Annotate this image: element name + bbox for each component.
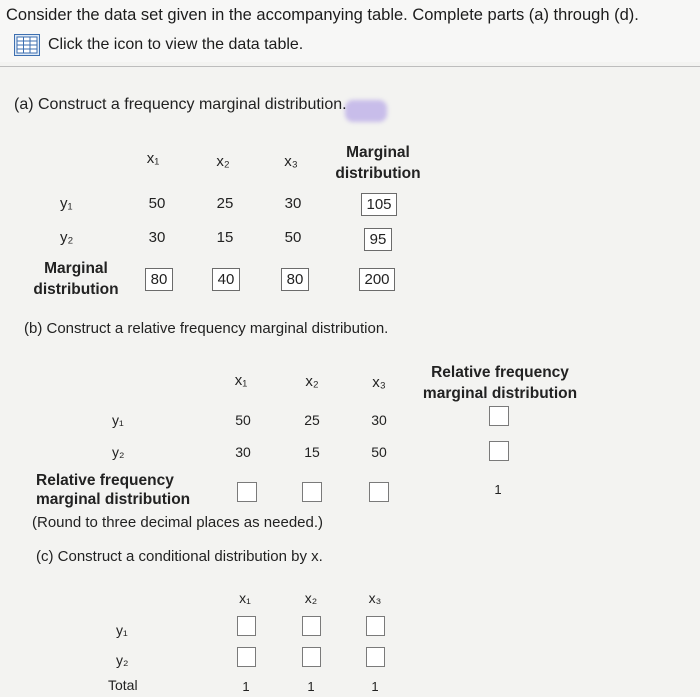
answer-cond-y1-x1[interactable]	[237, 616, 256, 636]
c-col-header-x1: x₁	[239, 590, 251, 606]
answer-rel-marginal-y1[interactable]	[489, 406, 509, 426]
answer-cond-y2-x1[interactable]	[237, 647, 256, 667]
divider	[0, 66, 700, 67]
marginal-header-line2: distribution	[335, 165, 421, 182]
c-row-label-y1: y₁	[116, 622, 128, 638]
c-total-x1: 1	[242, 679, 250, 694]
answer-cond-y1-x2[interactable]	[302, 616, 321, 636]
answer-cond-y2-x3[interactable]	[366, 647, 385, 667]
b-col-header-x3: x₃	[372, 374, 386, 391]
answer-rel-marginal-y2[interactable]	[489, 441, 509, 461]
answer-marginal-x2[interactable]: 40	[212, 268, 240, 291]
b-cell-y2-x1: 30	[235, 444, 251, 460]
marginal-header	[326, 142, 430, 184]
relative-marginal-header-line2: marginal distribution	[422, 385, 578, 402]
answer-rel-marginal-x3[interactable]	[369, 482, 389, 502]
b-col-header-x1: x₁	[234, 372, 248, 389]
col-header-x3: x₃	[284, 153, 298, 170]
marginal-row-label-line2: distribution	[33, 281, 119, 298]
answer-grand-total[interactable]: 200	[359, 268, 395, 291]
marginal-row-label-line1: Marginal	[44, 260, 108, 277]
cell-y2-x3: 50	[284, 229, 302, 246]
b-row-label-y1: y₁	[112, 412, 124, 428]
row-label-y2: y₂	[60, 229, 74, 246]
data-table-link[interactable]	[14, 34, 303, 56]
marginal-row-label	[26, 258, 126, 300]
cell-y2-x1: 30	[148, 229, 166, 246]
cell-y1-x2: 25	[216, 195, 234, 212]
answer-marginal-y2[interactable]: 95	[364, 228, 392, 251]
answer-cond-y1-x3[interactable]	[366, 616, 385, 636]
question-text: Consider the data set given in the accompanying table. Complete parts (a) through (d).	[6, 6, 639, 24]
b-cell-y1-x3: 30	[371, 412, 387, 428]
b-cell-y2-x2: 15	[304, 444, 320, 460]
data-link-label[interactable]: Click the icon to view the data table.	[48, 36, 304, 53]
relative-marginal-header-line1: Relative frequency	[431, 364, 569, 381]
answer-rel-marginal-x1[interactable]	[237, 482, 257, 502]
part-a-title: (a) Construct a frequency marginal distribution.	[14, 96, 347, 113]
c-col-header-x2: x₂	[304, 590, 318, 606]
part-c-title: (c) Construct a conditional distribution by x.	[36, 548, 323, 565]
b-col-header-x2: x₂	[305, 373, 319, 390]
answer-rel-marginal-x2[interactable]	[302, 482, 322, 502]
col-header-x1: x₁	[146, 150, 160, 167]
rounding-note: (Round to three decimal places as needed.)	[32, 514, 324, 531]
cell-y1-x3: 30	[284, 195, 302, 212]
c-col-header-x3: x₃	[368, 590, 382, 606]
answer-marginal-y1[interactable]: 105	[361, 193, 397, 216]
table-grid-icon[interactable]	[14, 34, 40, 56]
c-row-label-total: Total	[108, 677, 138, 693]
rel-marginal-row-label	[36, 471, 212, 509]
c-total-x2: 1	[307, 679, 315, 694]
cell-y1-x1: 50	[148, 195, 166, 212]
rel-total: 1	[494, 482, 502, 497]
answer-cond-y2-x2[interactable]	[302, 647, 321, 667]
col-header-x2: x₂	[216, 153, 230, 170]
rel-marginal-row-label-line2: marginal distribution	[36, 491, 191, 508]
b-cell-y1-x2: 25	[304, 412, 320, 428]
rel-marginal-row-label-line1: Relative frequency	[36, 472, 174, 489]
answer-marginal-x3[interactable]: 80	[281, 268, 309, 291]
relative-marginal-header	[412, 362, 588, 404]
row-label-y1: y₁	[60, 195, 73, 212]
answer-marginal-x1[interactable]: 80	[145, 268, 173, 291]
text-highlight	[345, 100, 387, 122]
marginal-header-line1: Marginal	[346, 144, 410, 161]
b-cell-y1-x1: 50	[235, 412, 251, 428]
c-total-x3: 1	[371, 679, 379, 694]
c-row-label-y2: y₂	[116, 652, 129, 668]
part-b-title: (b) Construct a relative frequency marginal distribution.	[24, 320, 389, 337]
b-row-label-y2: y₂	[112, 444, 125, 460]
cell-y2-x2: 15	[216, 229, 234, 246]
b-cell-y2-x3: 50	[371, 444, 387, 460]
